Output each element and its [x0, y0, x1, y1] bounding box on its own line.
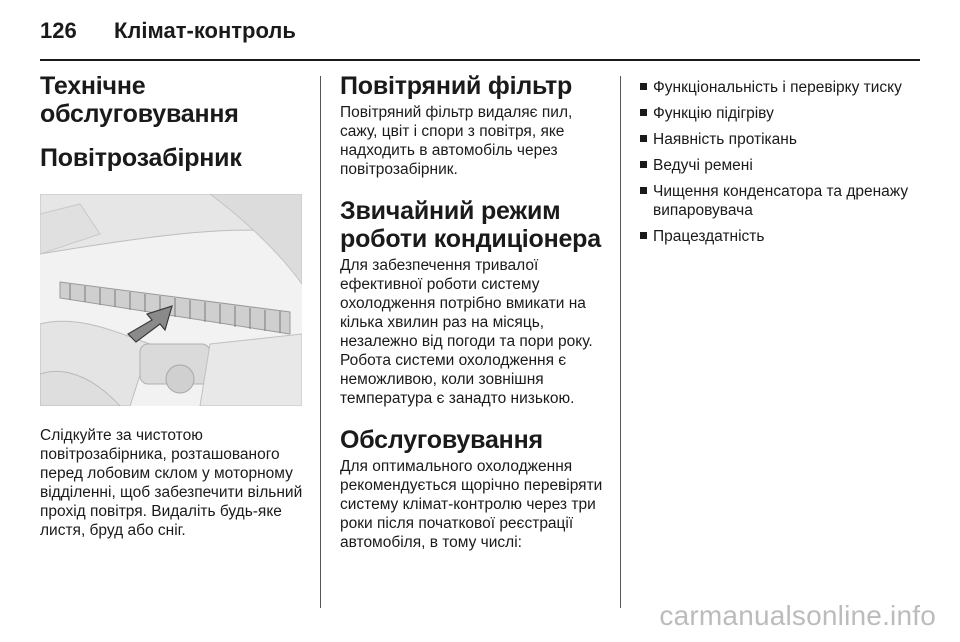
heading-ac-normal-operation: Звичайний режим роботи кондиціонера — [340, 197, 601, 253]
bullet-square-icon — [640, 109, 647, 116]
engine-bay-illustration — [40, 194, 302, 406]
list-item: Функцію підігріву — [640, 104, 920, 123]
list-item: Функціональність і перевірку тиску — [640, 78, 920, 97]
air-intake-paragraph: Слідкуйте за чистотою повітрозабірника, розташованого перед лобовим склом у моторному відділенні, щоб забезпечити вільний прохід повітря. Видаліть будь-яке листя, бруд або сніг. — [40, 427, 303, 539]
air-filter-paragraph: Повітряний фільтр видаляє пил, сажу, цвіт і спори з повітря, яке надходить в автомобіль через повітрозабірник. — [340, 104, 573, 178]
list-item: Працездатність — [640, 227, 920, 246]
ac-operation-paragraph: Для забезпечення тривалої ефективної роботи систему охолодження потрібно вмикати на кілька хвилин раз на місяць, незалежно від погоди та пори року. Робота системи охолодження є неможливою, коли зовнішня температура є занадто низькою. — [340, 257, 593, 407]
bullet-square-icon — [640, 135, 647, 142]
header-rule — [40, 59, 920, 61]
column-divider-1 — [320, 76, 321, 608]
column-right — [640, 78, 920, 253]
column-middle — [340, 72, 610, 552]
bullet-square-icon — [640, 187, 647, 194]
watermark: carmanualsonline.info — [659, 600, 936, 631]
chapter-title: Клімат-контроль — [114, 18, 296, 43]
subheading-air-intake: Повітрозабірник — [40, 144, 242, 172]
list-item: Наявність протікань — [640, 130, 920, 149]
page-header — [40, 18, 296, 50]
heading-service: Обслуговування — [340, 426, 543, 454]
service-paragraph: Для оптимального охолодження рекомендується щорічно перевіряти систему клімат-контролю через три роки після початкової реєстрації автомобіля, в тому числі: — [340, 458, 603, 551]
column-left — [40, 72, 308, 540]
list-item: Ведучі ремені — [640, 156, 920, 175]
bullet-square-icon — [640, 83, 647, 90]
list-item: Чищення конденсатора та дренажу випаровувача — [640, 182, 920, 220]
heading-air-filter: Повітряний фільтр — [340, 72, 573, 100]
column-divider-2 — [620, 76, 621, 608]
service-checklist — [640, 78, 920, 246]
bullet-square-icon — [640, 161, 647, 168]
section-heading-maintenance: Технічне обслуговування — [40, 72, 239, 128]
air-intake-figure-icon — [40, 194, 302, 406]
bullet-square-icon — [640, 232, 647, 239]
page-number: 126 — [40, 18, 77, 43]
